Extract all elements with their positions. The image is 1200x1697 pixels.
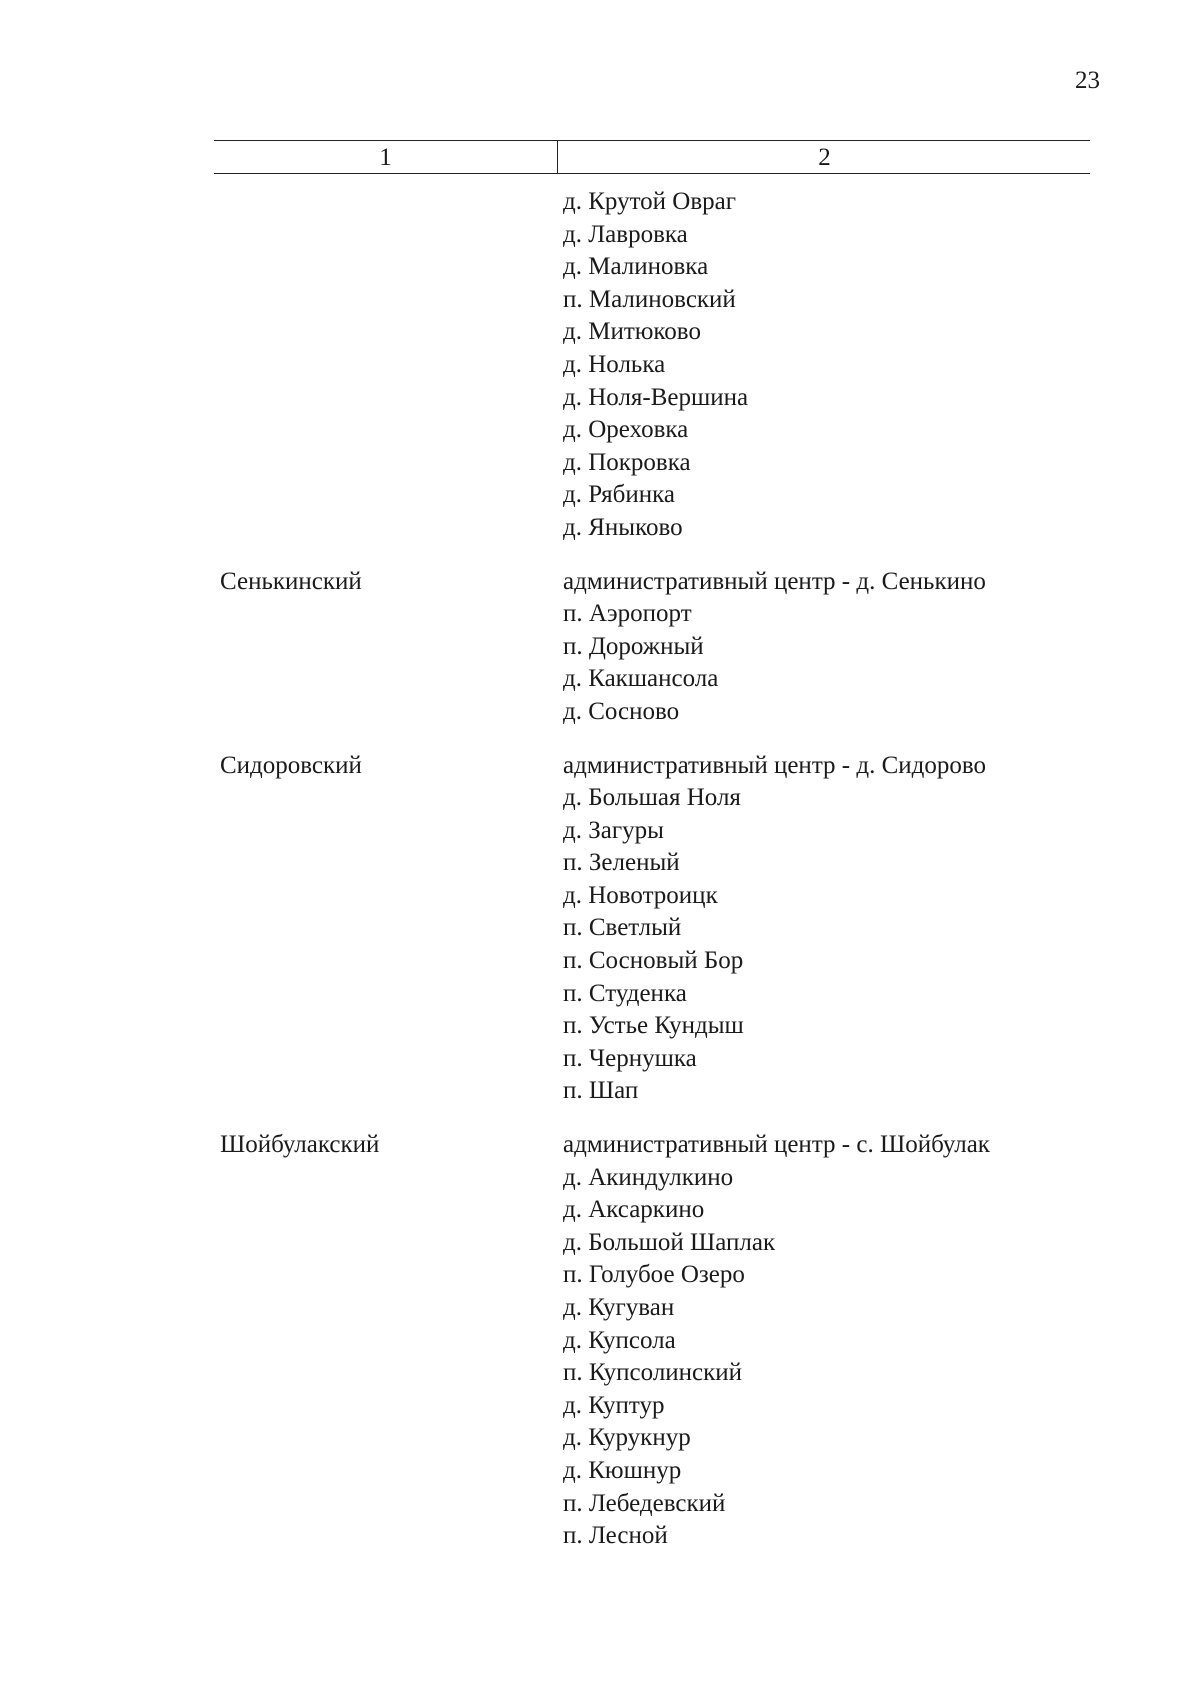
settlement-item: д. Загуры (563, 816, 664, 844)
settlement-item: п. Студенка (563, 979, 687, 1007)
table-body (0, 186, 1200, 1574)
table-row (0, 750, 1200, 1109)
district-cell (0, 566, 563, 729)
settlement-item: п. Голубое Озеро (563, 1261, 745, 1289)
settlement-item: д. Купсола (563, 1326, 676, 1354)
table-row (0, 566, 1200, 729)
settlement-item: д. Сосново (563, 697, 680, 725)
settlement-item: п. Малиновский (563, 285, 736, 313)
settlement-item: п. Чернушка (563, 1044, 697, 1072)
settlement-item: д. Рябинка (563, 481, 676, 509)
settlement-item: д. Кюшнур (563, 1456, 682, 1484)
settlement-item: д. Какшансола (563, 665, 719, 693)
settlement-item: д. Большой Шаплак (563, 1228, 776, 1256)
settlement-item: д. Акиндулкино (563, 1163, 734, 1191)
settlement-item: д. Ореховка (563, 416, 689, 444)
settlements-cell (563, 566, 1200, 729)
district-cell (0, 1129, 563, 1553)
page-number: 23 (1075, 67, 1100, 94)
settlement-item: п. Аэропорт (563, 600, 692, 628)
settlement-item: д. Куптур (563, 1391, 665, 1419)
settlement-item: д. Лавровка (563, 220, 688, 248)
settlement-item: п. Дорожный (563, 632, 704, 660)
district-cell (0, 186, 563, 545)
settlement-item: д. Митюково (563, 318, 701, 346)
settlement-item: административный центр - д. Сидорово (563, 751, 986, 779)
settlement-item: д. Покровка (563, 448, 691, 476)
settlements-cell (563, 1129, 1200, 1553)
district-cell (0, 750, 563, 1109)
settlement-item: п. Сосновый Бор (563, 947, 744, 975)
table-row (0, 1129, 1200, 1553)
settlement-item: д. Малиновка (563, 253, 709, 281)
settlement-item: п. Светлый (563, 914, 682, 942)
district-name: Шойбулакский (220, 1131, 380, 1159)
settlement-item: д. Ноля-Вершина (563, 383, 749, 411)
settlement-item: п. Купсолинский (563, 1359, 743, 1387)
settlement-item: д. Нолька (563, 350, 666, 378)
settlement-item: д. Яныково (563, 513, 683, 541)
settlement-item: п. Устье Кундыш (563, 1012, 744, 1040)
settlement-item: д. Аксаркино (563, 1196, 705, 1224)
district-name: Сидоровский (220, 751, 362, 779)
table-row (0, 186, 1200, 545)
settlement-item: д. Большая Ноля (563, 784, 741, 812)
table-header (214, 140, 1090, 174)
district-name: Сенькинский (220, 567, 362, 595)
settlement-item: д. Новотроицк (563, 881, 718, 909)
settlement-item: д. Крутой Овраг (563, 188, 736, 215)
settlement-item: п. Шап (563, 1077, 639, 1105)
settlements-cell (563, 186, 1200, 545)
settlement-item: д. Курукнур (563, 1424, 691, 1452)
settlement-item: п. Лебедевский (563, 1489, 726, 1517)
settlement-item: п. Зеленый (563, 849, 680, 877)
settlements-cell (563, 750, 1200, 1109)
column-header-1: 1 (379, 144, 392, 171)
settlement-item: д. Кугуван (563, 1294, 675, 1321)
settlement-item: административный центр - д. Сенькино (563, 567, 986, 595)
settlement-item: административный центр - с. Шойбулак (563, 1131, 990, 1159)
settlement-item: п. Лесной (563, 1522, 668, 1550)
column-header-2: 2 (557, 141, 1091, 173)
